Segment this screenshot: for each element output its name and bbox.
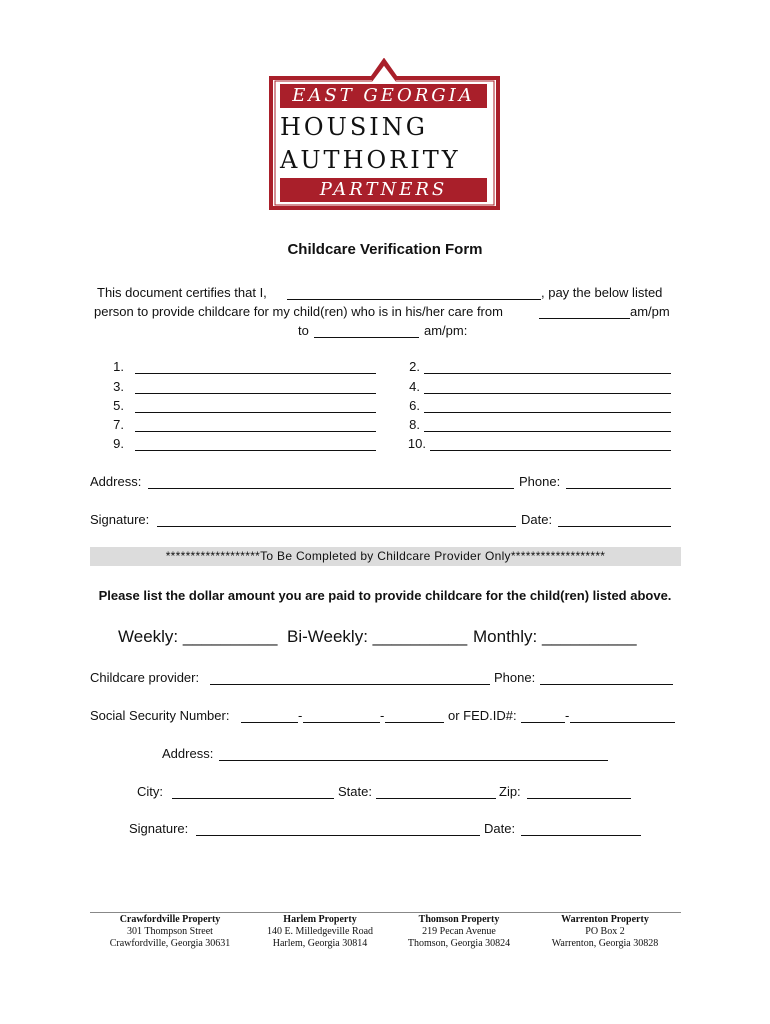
provider-date-blank[interactable] (521, 835, 641, 836)
housing-authority-logo (268, 58, 501, 211)
weekly-rate-field[interactable]: Weekly: __________ (118, 627, 278, 646)
city-blank[interactable] (172, 798, 334, 799)
provider-signature-blank[interactable] (196, 835, 480, 836)
intro-text-1a: This document certifies that I, (97, 285, 267, 300)
logo-bottom-banner: PARTNERS (280, 178, 487, 202)
child-name-blank[interactable] (135, 431, 376, 432)
zip-label: Zip: (499, 784, 521, 799)
property-city: Harlem, Georgia 30814 (272, 938, 368, 949)
property-street: 219 Pecan Avenue (422, 926, 496, 937)
child-name-blank[interactable] (135, 450, 376, 451)
footer-property-harlem (250, 914, 390, 950)
ssn-part1-blank[interactable] (241, 722, 298, 723)
child-name-blank[interactable] (424, 431, 671, 432)
child-number: 5. (113, 398, 124, 413)
ssn-label: Social Security Number: (90, 708, 230, 723)
provider-phone-label: Phone: (494, 670, 536, 685)
fedid-dash: - (565, 708, 570, 723)
signature-label: Signature: (90, 512, 150, 527)
ssn-part3-blank[interactable] (385, 722, 444, 723)
care-from-time-blank[interactable] (539, 318, 630, 319)
child-number: 8. (409, 417, 420, 432)
child-name-blank[interactable] (430, 450, 671, 451)
provider-date-label: Date: (484, 821, 516, 836)
child-name-blank[interactable] (135, 373, 376, 374)
provider-address-label: Address: (162, 746, 214, 761)
provider-signature-label: Signature: (129, 821, 189, 836)
biweekly-rate-field[interactable]: Bi-Weekly: __________ (287, 627, 468, 646)
state-label: State: (338, 784, 372, 799)
intro-text-2b: am/pm (630, 304, 670, 319)
intro-text-1b: , pay the below listed (541, 285, 663, 300)
logo-top-banner: EAST GEORGIA (280, 84, 487, 108)
ssn-dash: - (380, 708, 385, 723)
property-street: 140 E. Milledgeville Road (266, 926, 374, 937)
footer-divider (90, 912, 681, 913)
property-street: PO Box 2 (585, 926, 625, 937)
property-city: Thomson, Georgia 30824 (407, 938, 511, 949)
date-blank[interactable] (558, 526, 671, 527)
child-number: 10. (407, 436, 426, 451)
phone-blank[interactable] (566, 488, 671, 489)
child-number: 2. (409, 359, 420, 374)
intro-text-3a: to (298, 323, 309, 338)
property-name: Warrenton Property (561, 914, 649, 925)
city-label: City: (137, 784, 163, 799)
property-name: Harlem Property (283, 914, 357, 925)
provider-section-banner (90, 547, 681, 566)
property-city: Crawfordville, Georgia 30631 (109, 938, 231, 949)
child-name-blank[interactable] (135, 393, 376, 394)
state-blank[interactable] (376, 798, 496, 799)
intro-text-2a: person to provide childcare for my child(ren) who is in his/her care from (94, 304, 503, 319)
parent-name-blank[interactable] (287, 299, 541, 300)
address-blank[interactable] (148, 488, 514, 489)
fedid-label: or FED.ID#: (448, 708, 517, 723)
child-number: 6. (409, 398, 420, 413)
child-name-blank[interactable] (135, 412, 376, 413)
child-name-blank[interactable] (424, 412, 671, 413)
signature-blank[interactable] (157, 526, 516, 527)
care-to-time-blank[interactable] (314, 337, 419, 338)
footer-property-crawfordville (100, 914, 240, 950)
property-name: Crawfordville Property (119, 914, 221, 925)
provider-name-blank[interactable] (210, 684, 490, 685)
provider-phone-blank[interactable] (540, 684, 673, 685)
zip-blank[interactable] (527, 798, 631, 799)
property-street: 301 Thompson Street (127, 926, 213, 937)
child-number: 4. (409, 379, 420, 394)
footer-property-thomson (389, 914, 529, 950)
logo-word-authority: AUTHORITY (280, 146, 461, 174)
provider-banner-text: *******************To Be Completed by Childcare Provider Only******************* (165, 549, 606, 563)
date-label: Date: (521, 512, 553, 527)
footer-property-warrenton (535, 914, 675, 950)
address-label: Address: (90, 474, 142, 489)
ssn-dash: - (298, 708, 303, 723)
child-number: 7. (113, 417, 124, 432)
fedid-part2-blank[interactable] (570, 722, 675, 723)
instruction-text: Please list the dollar amount you are paid to provide childcare for the child(ren) listed above. (98, 588, 672, 603)
logo-word-housing: HOUSING (280, 113, 428, 141)
phone-label: Phone: (519, 474, 561, 489)
monthly-rate-field[interactable]: Monthly: __________ (473, 627, 637, 646)
child-number: 1. (113, 359, 124, 374)
provider-name-label: Childcare provider: (90, 670, 200, 685)
property-city: Warrenton, Georgia 30828 (551, 938, 659, 949)
form-title: Childcare Verification Form (287, 241, 483, 258)
provider-address-blank[interactable] (219, 760, 608, 761)
child-number: 9. (113, 436, 124, 451)
child-name-blank[interactable] (424, 373, 671, 374)
fedid-part1-blank[interactable] (521, 722, 565, 723)
child-number: 3. (113, 379, 124, 394)
ssn-part2-blank[interactable] (303, 722, 380, 723)
intro-text-3b: am/pm: (424, 323, 468, 338)
child-name-blank[interactable] (424, 393, 671, 394)
property-name: Thomson Property (418, 914, 500, 925)
